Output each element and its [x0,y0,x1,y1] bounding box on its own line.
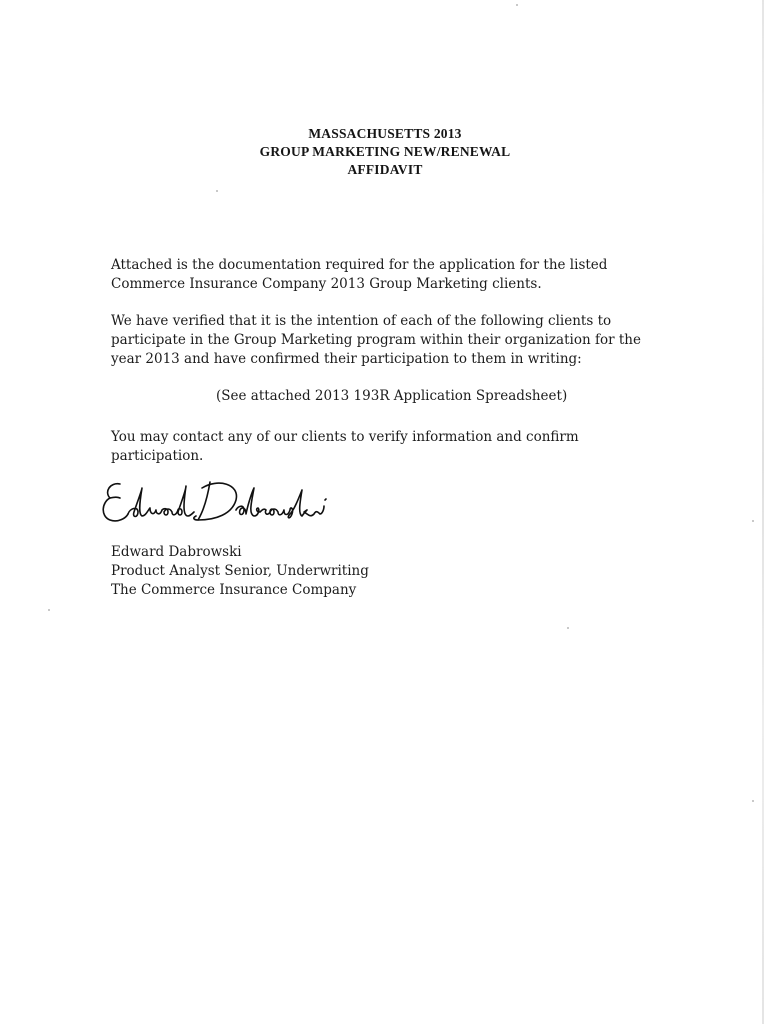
paragraph-2-line-2: participate in the Group Marketing program within their organization for the [111,332,641,348]
signer-title: Product Analyst Senior, Underwriting [111,563,369,579]
title-line-2: GROUP MARKETING NEW/RENEWAL [259,144,511,159]
scan-speck [48,609,50,611]
paragraph-3-line-2: participation. [111,448,204,464]
paragraph-2-line-3: year 2013 and have confirmed their participation to them in writing: [111,351,582,367]
attachment-note: (See attached 2013 193R Application Spreadsheet) [216,388,568,404]
title-line-3: AFFIDAVIT [347,162,423,177]
paragraph-3-line-1: You may contact any of our clients to verify information and confirm [111,429,579,445]
paragraph-2-line-1: We have verified that it is the intention of each of the following clients to [111,313,612,329]
scan-speck [752,800,754,802]
scan-speck [216,190,218,192]
scan-speck [516,4,518,6]
paragraph-1-line-2: Commerce Insurance Company 2013 Group Marketing clients. [111,276,542,292]
signer-name: Edward Dabrowski [111,544,242,560]
scan-speck [567,627,569,629]
title-line-1: MASSACHUSETTS 2013 [308,126,462,141]
paragraph-1-line-1: Attached is the documentation required for the application for the listed [111,257,608,273]
handwritten-signature [98,470,338,532]
scan-speck [752,520,754,522]
signer-company: The Commerce Insurance Company [111,582,357,598]
scan-edge-line [762,0,764,1024]
signature-drawing [98,470,338,532]
